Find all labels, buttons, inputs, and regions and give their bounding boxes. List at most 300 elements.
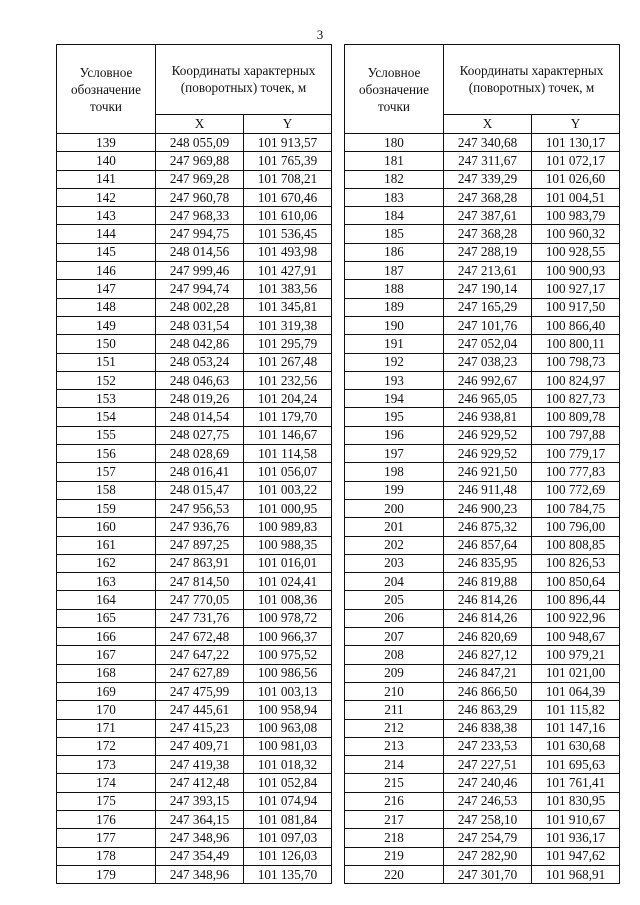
coordinate-y: 101 024,41 [244,573,332,591]
table-row [57,225,332,243]
point-number: 147 [57,280,156,298]
table-row [57,536,332,554]
coordinate-x: 247 445,61 [156,701,244,719]
table-row [345,243,620,261]
table-row [57,207,332,225]
table-row [345,573,620,591]
coordinate-y: 101 913,57 [244,134,332,152]
coordinate-x: 248 016,41 [156,463,244,481]
point-number: 202 [345,536,444,554]
header-coordinates: Координаты характерных (поворотных) точек, м [444,45,620,115]
table-row [345,316,620,334]
table-row [345,390,620,408]
coordinate-x: 246 911,48 [444,481,532,499]
coordinate-x: 246 866,50 [444,682,532,700]
table-row [57,719,332,737]
coordinate-y: 101 295,79 [244,335,332,353]
point-number: 205 [345,591,444,609]
coordinate-x: 246 819,88 [444,573,532,591]
coordinate-x: 248 046,63 [156,371,244,389]
coordinate-y: 101 056,07 [244,463,332,481]
point-number: 195 [345,408,444,426]
point-number: 152 [57,371,156,389]
coordinate-x: 248 027,75 [156,426,244,444]
table-row [345,554,620,572]
coordinate-x: 247 897,25 [156,536,244,554]
coordinate-x: 247 340,68 [444,134,532,152]
coordinate-y: 100 975,52 [244,646,332,664]
table-row [345,774,620,792]
coordinate-y: 100 981,03 [244,737,332,755]
point-number: 166 [57,628,156,646]
point-number: 175 [57,792,156,810]
coordinate-x: 246 992,67 [444,371,532,389]
point-number: 148 [57,298,156,316]
coordinate-y: 100 958,94 [244,701,332,719]
table-row [57,499,332,517]
coordinate-x: 247 672,48 [156,628,244,646]
table-row [57,792,332,810]
table-row [57,170,332,188]
coordinate-x: 246 835,95 [444,554,532,572]
coordinate-x: 248 028,69 [156,445,244,463]
point-number: 191 [345,335,444,353]
table-body-right [345,134,620,884]
coordinate-y: 101 064,39 [532,682,620,700]
coordinate-x: 246 929,52 [444,445,532,463]
table-row [57,682,332,700]
coordinate-x: 248 014,56 [156,243,244,261]
coordinate-x: 247 254,79 [444,829,532,847]
coordinate-y: 100 983,79 [532,207,620,225]
table-row [345,847,620,865]
coordinate-x: 247 246,53 [444,792,532,810]
point-number: 219 [345,847,444,865]
coordinate-x: 247 339,29 [444,170,532,188]
table-row [57,701,332,719]
point-number: 161 [57,536,156,554]
table-row [57,573,332,591]
coordinate-x: 247 368,28 [444,225,532,243]
point-number: 151 [57,353,156,371]
coordinate-y: 101 610,06 [244,207,332,225]
point-number: 139 [57,134,156,152]
point-number: 220 [345,865,444,883]
coordinate-x: 248 015,47 [156,481,244,499]
coordinate-y: 101 910,67 [532,810,620,828]
coordinate-y: 101 536,45 [244,225,332,243]
coordinate-x: 247 348,96 [156,865,244,883]
coordinate-x: 247 994,74 [156,280,244,298]
table-row [345,463,620,481]
coordinate-y: 100 900,93 [532,262,620,280]
point-number: 154 [57,408,156,426]
point-number: 188 [345,280,444,298]
coordinate-y: 101 319,38 [244,316,332,334]
table-row [57,445,332,463]
coordinates-table-left [56,44,332,884]
coordinate-x: 247 052,04 [444,335,532,353]
point-number: 185 [345,225,444,243]
point-number: 209 [345,664,444,682]
point-number: 144 [57,225,156,243]
coordinate-y: 101 021,00 [532,664,620,682]
point-number: 211 [345,701,444,719]
coordinate-y: 100 784,75 [532,499,620,517]
point-number: 196 [345,426,444,444]
coordinate-x: 247 419,38 [156,756,244,774]
point-number: 155 [57,426,156,444]
table-row [345,152,620,170]
coordinate-x: 247 994,75 [156,225,244,243]
coordinate-y: 101 695,63 [532,756,620,774]
point-number: 194 [345,390,444,408]
table-row [57,280,332,298]
table-row [345,207,620,225]
point-number: 142 [57,188,156,206]
coordinate-x: 246 847,21 [444,664,532,682]
point-number: 149 [57,316,156,334]
coordinate-x: 247 301,70 [444,865,532,883]
coordinate-y: 101 018,32 [244,756,332,774]
point-number: 207 [345,628,444,646]
header-y: Y [532,114,620,133]
point-number: 218 [345,829,444,847]
coordinate-y: 100 850,64 [532,573,620,591]
table-row [345,646,620,664]
table-row [57,152,332,170]
table-row [57,463,332,481]
coordinate-x: 248 031,54 [156,316,244,334]
coordinate-x: 246 814,26 [444,609,532,627]
table-row [57,847,332,865]
table-row [345,719,620,737]
header-x: X [444,114,532,133]
coordinate-x: 247 999,46 [156,262,244,280]
point-number: 143 [57,207,156,225]
coordinate-x: 247 311,67 [444,152,532,170]
coordinate-x: 247 647,22 [156,646,244,664]
coordinate-y: 101 003,22 [244,481,332,499]
coordinate-x: 247 863,91 [156,554,244,572]
coordinate-y: 101 003,13 [244,682,332,700]
point-number: 164 [57,591,156,609]
point-number: 173 [57,756,156,774]
coordinate-x: 247 475,99 [156,682,244,700]
coordinate-x: 246 857,64 [444,536,532,554]
coordinate-x: 246 900,23 [444,499,532,517]
coordinate-y: 100 866,40 [532,316,620,334]
header-coordinates: Координаты характерных (поворотных) точек, м [156,45,332,115]
point-number: 150 [57,335,156,353]
table-row [57,829,332,847]
coordinate-y: 100 922,96 [532,609,620,627]
coordinate-y: 100 797,88 [532,426,620,444]
table-row [345,262,620,280]
table-row [345,371,620,389]
table-row [345,682,620,700]
coordinate-y: 100 796,00 [532,518,620,536]
coordinate-x: 246 820,69 [444,628,532,646]
point-number: 187 [345,262,444,280]
coordinate-y: 101 052,84 [244,774,332,792]
coordinate-x: 247 233,53 [444,737,532,755]
point-number: 167 [57,646,156,664]
table-row [57,408,332,426]
coordinate-y: 101 670,46 [244,188,332,206]
coordinate-x: 248 002,28 [156,298,244,316]
coordinate-x: 246 863,29 [444,701,532,719]
point-number: 157 [57,463,156,481]
coordinate-y: 101 232,56 [244,371,332,389]
header-designation: Условное обозначение точки [345,45,444,134]
coordinate-y: 101 074,94 [244,792,332,810]
point-number: 200 [345,499,444,517]
coordinate-y: 101 016,01 [244,554,332,572]
table-row [57,756,332,774]
coordinate-y: 100 826,53 [532,554,620,572]
point-number: 199 [345,481,444,499]
coordinate-y: 100 988,35 [244,536,332,554]
table-row [57,390,332,408]
point-number: 162 [57,554,156,572]
coordinate-x: 247 956,53 [156,499,244,517]
coordinate-y: 101 765,39 [244,152,332,170]
point-number: 174 [57,774,156,792]
coordinate-x: 248 014,54 [156,408,244,426]
coordinate-y: 101 345,81 [244,298,332,316]
coordinate-x: 247 731,76 [156,609,244,627]
coordinate-y: 101 947,62 [532,847,620,865]
coordinate-x: 246 921,50 [444,463,532,481]
table-row [57,609,332,627]
point-number: 153 [57,390,156,408]
coordinate-x: 246 838,38 [444,719,532,737]
table-row [345,335,620,353]
table-row [57,426,332,444]
coordinate-y: 100 960,32 [532,225,620,243]
point-number: 201 [345,518,444,536]
table-row [57,316,332,334]
table-row [345,792,620,810]
coordinate-y: 100 824,97 [532,371,620,389]
coordinate-x: 248 053,24 [156,353,244,371]
coordinate-x: 247 936,76 [156,518,244,536]
coordinates-table-right [344,44,620,884]
coordinate-x: 247 165,29 [444,298,532,316]
table-row [345,426,620,444]
coordinate-y: 101 179,70 [244,408,332,426]
point-number: 210 [345,682,444,700]
point-number: 163 [57,573,156,591]
table-row [345,298,620,316]
coordinate-y: 101 126,03 [244,847,332,865]
header-y: Y [244,114,332,133]
point-number: 158 [57,481,156,499]
coordinate-y: 101 968,91 [532,865,620,883]
point-number: 192 [345,353,444,371]
coordinate-y: 100 963,08 [244,719,332,737]
coordinate-x: 246 827,12 [444,646,532,664]
point-number: 186 [345,243,444,261]
coordinate-x: 247 101,76 [444,316,532,334]
coordinate-x: 248 019,26 [156,390,244,408]
coordinate-x: 247 213,61 [444,262,532,280]
table-row [57,518,332,536]
point-number: 170 [57,701,156,719]
point-number: 140 [57,152,156,170]
point-number: 172 [57,737,156,755]
coordinate-y: 100 779,17 [532,445,620,463]
coordinate-y: 101 708,21 [244,170,332,188]
coordinate-x: 247 968,33 [156,207,244,225]
table-row [57,664,332,682]
point-number: 214 [345,756,444,774]
coordinate-y: 100 989,83 [244,518,332,536]
table-row [57,188,332,206]
coordinate-y: 100 986,56 [244,664,332,682]
table-row [57,262,332,280]
table-row [345,481,620,499]
point-number: 208 [345,646,444,664]
coordinate-y: 101 147,16 [532,719,620,737]
table-row [345,701,620,719]
point-number: 160 [57,518,156,536]
table-row [345,170,620,188]
table-row [57,554,332,572]
coordinate-x: 247 368,28 [444,188,532,206]
point-number: 190 [345,316,444,334]
point-number: 212 [345,719,444,737]
coordinate-y: 100 827,73 [532,390,620,408]
header-designation: Условное обозначение точки [57,45,156,134]
table-row [57,298,332,316]
coordinate-x: 247 387,61 [444,207,532,225]
table-row [57,243,332,261]
coordinate-y: 101 204,24 [244,390,332,408]
coordinate-y: 101 936,17 [532,829,620,847]
coordinate-y: 100 979,21 [532,646,620,664]
coordinate-x: 247 227,51 [444,756,532,774]
coordinate-x: 247 240,46 [444,774,532,792]
point-number: 203 [345,554,444,572]
coordinate-y: 101 267,48 [244,353,332,371]
point-number: 183 [345,188,444,206]
point-number: 204 [345,573,444,591]
coordinate-y: 100 808,85 [532,536,620,554]
coordinate-y: 101 493,98 [244,243,332,261]
table-row [345,225,620,243]
point-number: 156 [57,445,156,463]
coordinate-y: 100 777,83 [532,463,620,481]
coordinate-y: 101 146,67 [244,426,332,444]
coordinate-y: 100 978,72 [244,609,332,627]
point-number: 181 [345,152,444,170]
coordinate-y: 100 948,67 [532,628,620,646]
point-number: 189 [345,298,444,316]
table-row [345,499,620,517]
table-row [345,628,620,646]
point-number: 168 [57,664,156,682]
point-number: 193 [345,371,444,389]
table-row [345,134,620,152]
table-row [345,188,620,206]
point-number: 182 [345,170,444,188]
coordinate-y: 101 097,03 [244,829,332,847]
table-row [345,353,620,371]
coordinate-x: 247 814,50 [156,573,244,591]
point-number: 146 [57,262,156,280]
point-number: 206 [345,609,444,627]
point-number: 176 [57,810,156,828]
table-row [345,408,620,426]
coordinate-y: 100 928,55 [532,243,620,261]
table-row [345,756,620,774]
coordinate-x: 247 415,23 [156,719,244,737]
coordinate-x: 247 258,10 [444,810,532,828]
table-row [57,591,332,609]
table-row [57,353,332,371]
coordinate-x: 247 348,96 [156,829,244,847]
table-row [345,865,620,883]
table-row [57,865,332,883]
point-number: 179 [57,865,156,883]
coordinate-x: 246 938,81 [444,408,532,426]
coordinate-x: 246 814,26 [444,591,532,609]
coordinate-x: 247 969,28 [156,170,244,188]
coordinate-x: 248 055,09 [156,134,244,152]
table-row [57,774,332,792]
point-number: 159 [57,499,156,517]
coordinate-x: 247 770,05 [156,591,244,609]
point-number: 216 [345,792,444,810]
coordinate-x: 247 412,48 [156,774,244,792]
coordinate-y: 100 927,17 [532,280,620,298]
page-number: 3 [316,27,324,42]
coordinate-x: 247 960,78 [156,188,244,206]
coordinate-x: 247 354,49 [156,847,244,865]
table-row [345,536,620,554]
table-row [345,591,620,609]
coordinate-x: 246 929,52 [444,426,532,444]
table-row [57,628,332,646]
coordinate-x: 246 875,32 [444,518,532,536]
coordinate-x: 247 969,88 [156,152,244,170]
coordinate-x: 246 965,05 [444,390,532,408]
table-row [345,280,620,298]
coordinate-x: 247 393,15 [156,792,244,810]
point-number: 180 [345,134,444,152]
point-number: 215 [345,774,444,792]
point-number: 198 [345,463,444,481]
table-row [57,810,332,828]
point-number: 145 [57,243,156,261]
coordinate-y: 100 966,37 [244,628,332,646]
point-number: 217 [345,810,444,828]
table-row [345,609,620,627]
coordinate-y: 101 072,17 [532,152,620,170]
coordinate-y: 100 809,78 [532,408,620,426]
coordinate-x: 248 042,86 [156,335,244,353]
coordinate-y: 101 026,60 [532,170,620,188]
coordinate-y: 100 772,69 [532,481,620,499]
point-number: 213 [345,737,444,755]
point-number: 197 [345,445,444,463]
table-row [345,664,620,682]
coordinate-x: 247 288,19 [444,243,532,261]
table-row [345,829,620,847]
table-row [345,810,620,828]
